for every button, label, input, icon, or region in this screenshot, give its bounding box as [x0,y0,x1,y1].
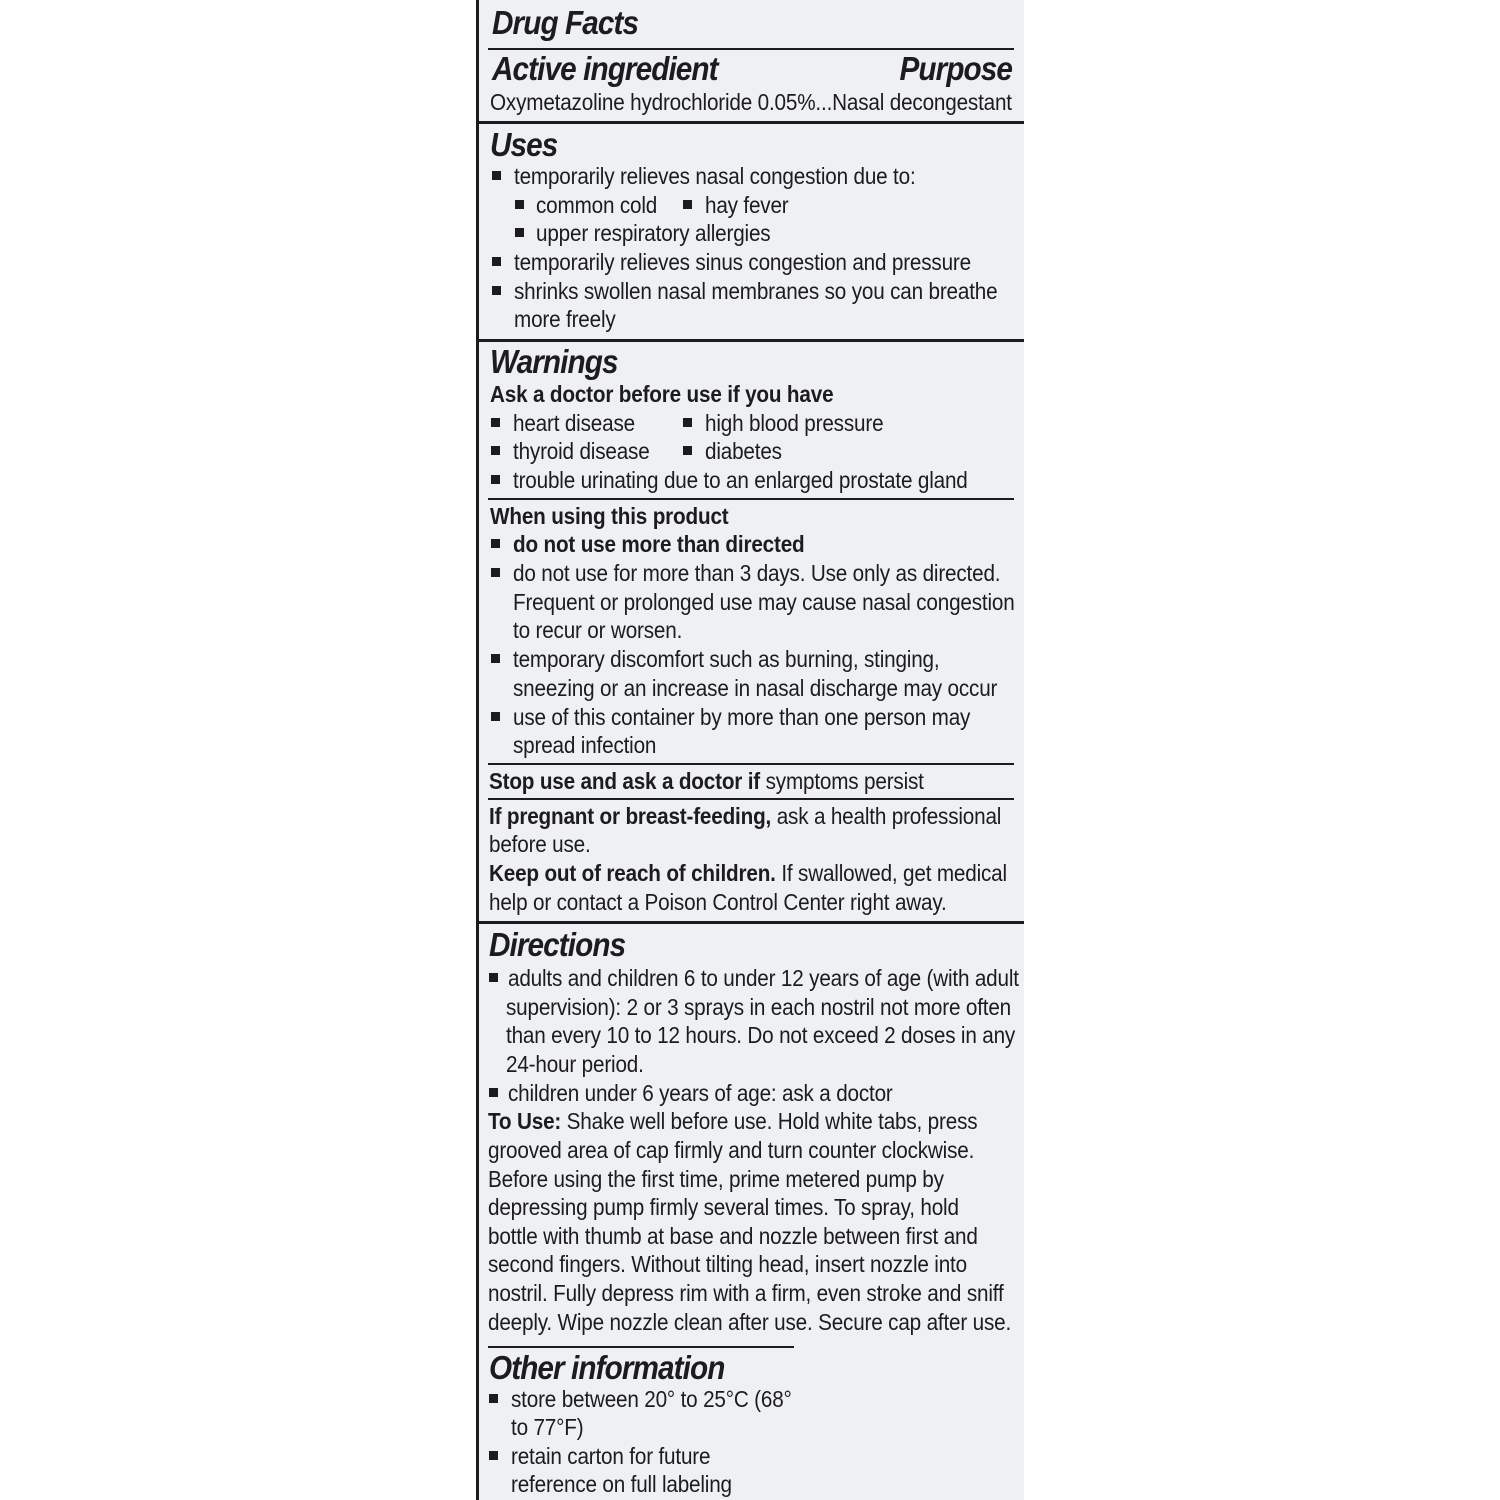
divider [488,763,1014,765]
bullet-icon [683,200,692,209]
bullet-icon [489,1394,498,1403]
directions-item-continued: than every 10 to 12 hours. Do not exceed 2 doses in any [506,1022,1016,1048]
section-divider [479,121,1024,124]
uses-item: shrinks swollen nasal membranes so you can breathe [514,278,998,304]
section-divider [479,339,1024,342]
warnings-heading: Warnings [490,343,618,380]
to-use-line: grooved area of cap firmly and turn counter clockwise. [488,1137,975,1163]
ask-doctor-heading: Ask a doctor before use if you have [490,381,834,407]
warning-item: diabetes [705,438,782,464]
warning-item: high blood pressure [705,410,884,436]
bullet-icon [492,171,501,180]
bullet-icon [491,654,500,663]
bullet-icon [491,446,500,455]
uses-heading: Uses [490,126,558,163]
to-use-text: Shake well before use. Hold white tabs, press [561,1108,978,1134]
children-text: If swallowed, get medical [775,860,1007,886]
when-using-item: do not use for more than 3 days. Use only as directed. [513,560,1001,586]
divider [488,1346,794,1348]
pregnancy-line-continued: before use. [489,831,591,857]
to-use-line: bottle with thumb at base and nozzle between first and [488,1223,978,1249]
bullet-icon [491,568,500,577]
active-ingredient-line: Oxymetazoline hydrochloride 0.05%...Nasal decongestant [490,89,1012,115]
children-line [489,859,1007,888]
uses-item: temporarily relieves sinus congestion and pressure [514,249,971,275]
children-label: Keep out of reach of children. [489,860,776,886]
when-using-item-continued: to recur or worsen. [513,617,683,643]
bullet-icon [515,200,524,209]
when-using-item: use of this container by more than one person may [513,704,971,730]
pregnancy-line [489,802,1001,831]
when-using-item-continued: sneezing or an increase in nasal discharge may occur [513,675,998,701]
to-use-line: Before using the first time, prime metered pump by [488,1166,944,1192]
section-divider [479,921,1024,924]
uses-subitem: hay fever [705,192,789,218]
directions-item: children under 6 years of age: ask a doctor [508,1080,893,1106]
when-using-item-continued: Frequent or prolonged use may cause nasal congestion [513,589,1015,615]
pregnancy-text: ask a health professional [771,803,1002,829]
bullet-icon [492,286,501,295]
bullet-icon [489,1088,498,1097]
stop-use-line [489,767,924,796]
bullet-icon [683,418,692,427]
when-using-heading: When using this product [490,503,729,529]
bullet-icon [492,257,501,266]
warning-item: trouble urinating due to an enlarged prostate gland [513,467,968,493]
other-item: store between 20° to 25°C (68° [511,1386,792,1412]
uses-subitem: common cold [536,192,658,218]
bullet-icon [683,446,692,455]
uses-item: temporarily relieves nasal congestion due to: [514,163,916,189]
to-use-line [488,1107,977,1136]
to-use-line: deeply. Wipe nozzle clean after use. Secure cap after use. [488,1309,1012,1335]
pregnancy-label: If pregnant or breast-feeding, [489,803,772,829]
to-use-line: second fingers. Without tilting head, insert nozzle into [488,1251,967,1277]
bullet-icon [515,228,524,237]
stop-use-text: symptoms persist [760,768,924,794]
divider [488,498,1014,500]
uses-subitem: upper respiratory allergies [536,220,771,246]
directions-heading: Directions [489,926,626,963]
bullet-icon [491,475,500,484]
drug-facts-title: Drug Facts [492,4,639,41]
purpose-heading: Purpose [899,50,1012,87]
other-item-continued: to 77°F) [511,1414,584,1440]
other-item: retain carton for future [511,1443,711,1469]
bullet-icon [491,418,500,427]
uses-item-continued: more freely [514,306,616,332]
to-use-line: nostril. Fully depress rim with a firm, even stroke and sniff [488,1280,1004,1306]
warning-item: heart disease [513,410,635,436]
when-using-item: temporary discomfort such as burning, stinging, [513,646,940,672]
warning-item: thyroid disease [513,438,650,464]
directions-item-continued: 24-hour period. [506,1051,644,1077]
directions-item-continued: supervision): 2 or 3 sprays in each nostril not more often [506,994,1012,1020]
other-information-heading: Other information [489,1349,725,1386]
bullet-icon [491,539,500,548]
children-line-continued: help or contact a Poison Control Center right away. [489,889,947,915]
bullet-icon [489,1451,498,1460]
stop-use-label: Stop use and ask a doctor if [489,768,761,794]
when-using-item-continued: spread infection [513,732,657,758]
other-item-continued: reference on full labeling [511,1471,732,1497]
bullet-icon [491,712,500,721]
to-use-line: depressing pump firmly several times. To spray, hold [488,1194,959,1220]
to-use-label: To Use: [488,1108,562,1134]
when-using-item: do not use more than directed [513,531,805,557]
bullet-icon [489,973,498,982]
directions-item: adults and children 6 to under 12 years of age (with adult [508,965,1019,991]
active-ingredient-heading: Active ingredient [492,50,718,87]
divider [488,798,1014,800]
